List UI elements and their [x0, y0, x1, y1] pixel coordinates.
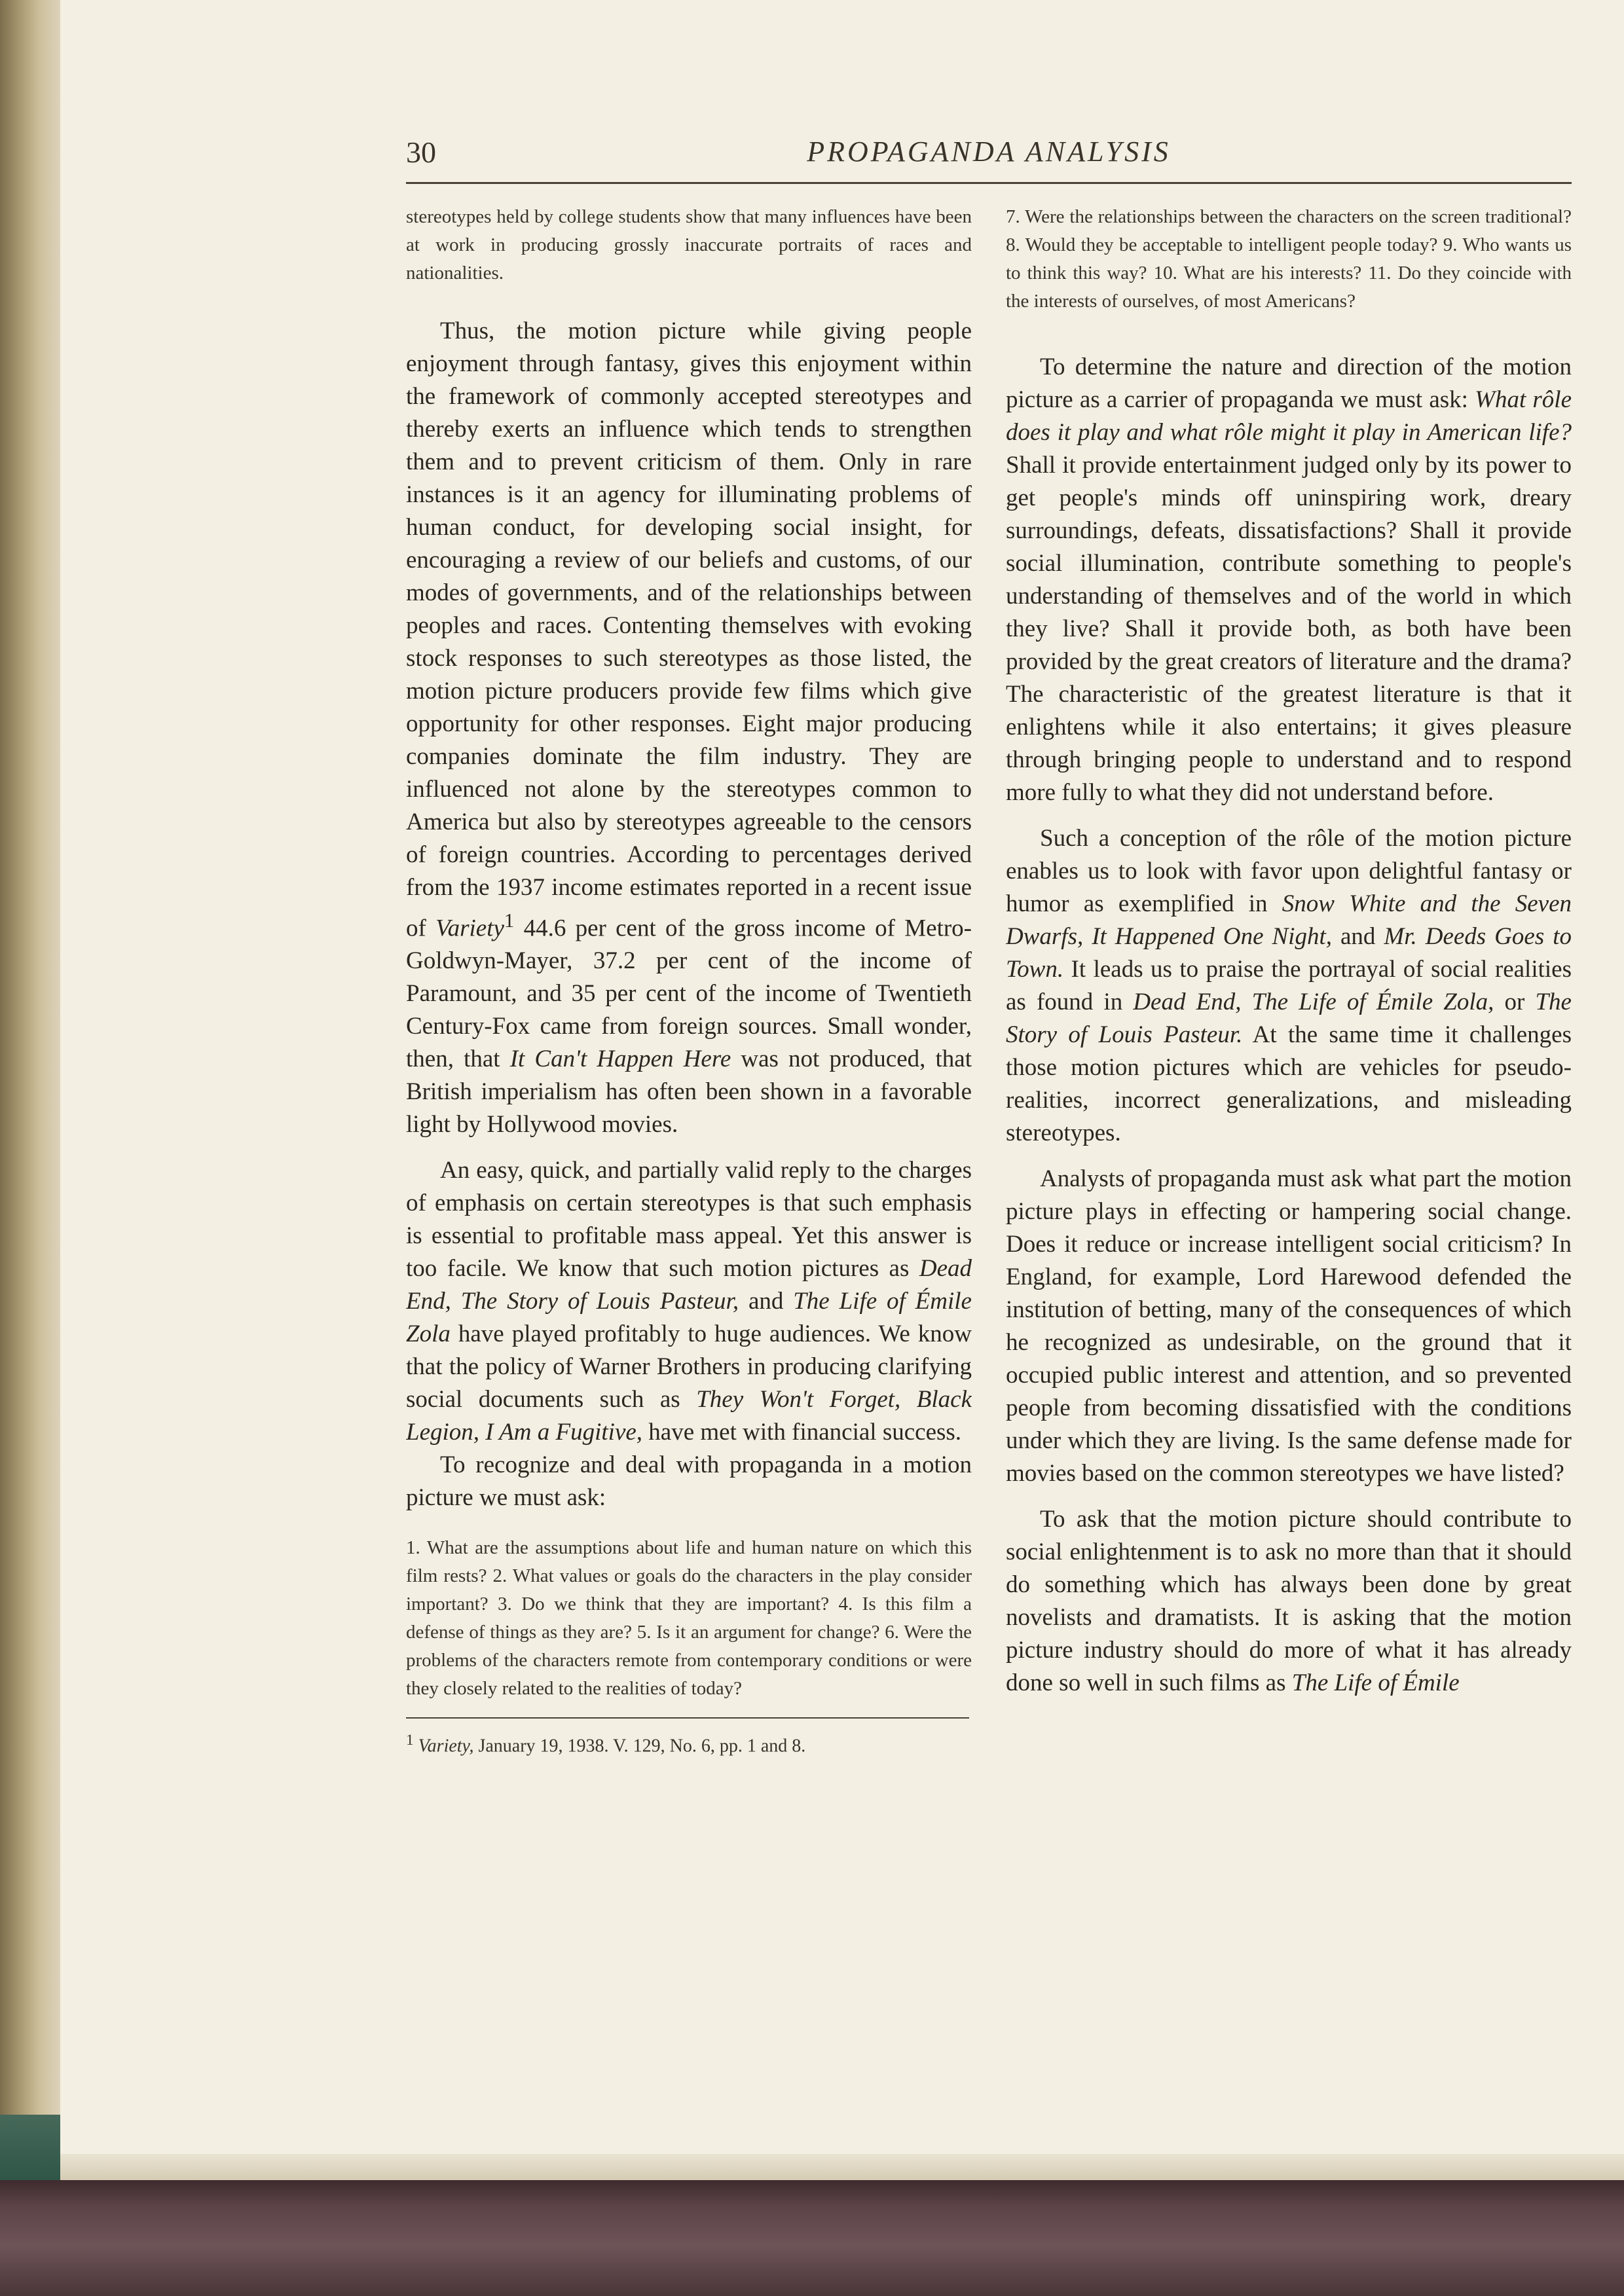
paragraph-social-change: Analysts of propaganda must ask what part the motion picture plays in effecting or hampering social change. Does it reduce or increase intelligent social criticism? In England, for example, Lord Harewood defended the institution of betting, many of the consequences of which he recognized as undesirable, on the ground that it occupied public interest and attention, and so prevented people from becoming dissatisfied with the conditions under which they are living. Is the same defense made for movies based on the common stereotypes we have listed?	[1006, 1165, 1572, 1487]
page-number: 30	[406, 136, 436, 169]
book-spine	[0, 0, 60, 2180]
text-run: To determine the nature and direction of the motion picture as a carrier of propaganda we must ask:	[1006, 354, 1572, 413]
background-surface	[0, 2180, 1624, 2296]
paragraph-social-enlightenment	[1006, 1503, 1572, 1700]
italic-question: What rôle does it play and what rôle might it play in American life?	[1006, 386, 1572, 446]
intro-paragraph: stereotypes held by college students show that many influences have been at work in producing grossly inaccurate portraits of races and nationalities.	[406, 206, 972, 283]
italic-title: The Story of Louis Pasteur.	[1006, 989, 1572, 1048]
text-run: January 19, 1938. V. 129, No. 6, pp. 1 and 8.	[473, 1736, 806, 1757]
paragraph-motion-picture-stereotypes	[406, 315, 972, 1141]
text-run: Shall it provide entertainment judged only by its power to get people's minds off uninspiring work, dreary surroundings, defeats, dissatisfactions? Shall it provide social illumination, contribute something to people's understanding of themselves and of the world in which they live? Shall it provide both, as both have been provided by the great creators of literature and the drama? The characteristic of the greatest literature is that it enlightens while it also entertains; it gives pleasure through bringing people to understand and to respond more fully to what they did not understand before.	[1006, 452, 1572, 806]
italic-title: It Can't Happen Here	[509, 1046, 731, 1073]
text-run: 44.6 per cent of the gross income of Metro-Goldwyn-Mayer, 37.2 per cent of the income of Paramount, and 35 per cent of the income of Twentieth Century-Fox came from foreign sources. Small wonder, then, that	[406, 915, 972, 1073]
text-run: have played profitably to huge audiences. We know that the policy of Warner Brothers in producing clarifying social documents such as	[406, 1321, 972, 1413]
left-column	[406, 203, 972, 2075]
italic-title: Dead End, The Story of Louis Pasteur,	[406, 1255, 972, 1315]
paragraph-recognize-propaganda: To recognize and deal with propaganda in a motion picture we must ask:	[406, 1451, 972, 1512]
text-run: was not produced, that British imperialism has often been shown in a favorable light by Hollywood movies.	[406, 1046, 972, 1139]
paragraph-role-of-motion-picture	[1006, 351, 1572, 809]
italic-title: Snow White and the Seven Dwarfs, It Happened One Night,	[1006, 890, 1572, 950]
italic-title: The Life of Émile Zola	[406, 1288, 972, 1348]
text-run: To ask that the motion picture should contribute to social enlightenment is to ask no more than that it should do something which has always been done by great novelists and dramatists. It is asking that the motion picture industry should do more of what it has already done so well in such films as	[1006, 1506, 1572, 1696]
questions-list-continued: 7. Were the relationships between the characters on the screen traditional? 8. Would they be acceptable to intelligent people today? 9. Who wants us to think this way? 10. What are his interests? 11. Do they coincide with the interests of ourselves, of most Americans?	[1006, 206, 1572, 312]
text-run: and	[1331, 923, 1384, 950]
paragraph-mass-appeal	[406, 1154, 972, 1449]
text-run: At the same time it challenges those motion pictures which are vehicles for pseudo-realities, incorrect generalizations, and misleading stereotypes.	[1006, 1021, 1572, 1146]
header-rule	[406, 182, 1572, 184]
text-run: have met with financial success.	[642, 1419, 962, 1446]
book-binding-cloth	[0, 2115, 60, 2180]
right-column	[1006, 203, 1572, 2075]
paragraph-conception	[1006, 822, 1572, 1150]
running-title: PROPAGANDA ANALYSIS	[807, 136, 1171, 168]
italic-title: Variety,	[418, 1736, 474, 1757]
questions-list: 1. What are the assumptions about life and human nature on which this film rests? 2. What values or goals do the characters in the play consider important? 3. Do we think that they are important? 4. Is this film a defense of things as they are? 5. Is it an argument for change? 6. Were the problems of the characters remote from contemporary conditions or were they closely related to the realities of today?	[406, 1537, 972, 1700]
footnote-marker: 1	[406, 1732, 414, 1749]
text-run: Thus, the motion picture while giving people enjoyment through fantasy, gives this enjoyment within the framework of commonly accepted stereotypes and thereby exerts an influence which tends to strengthen them and to prevent criticism of them. Only in rare instances is it an agency for illuminating problems of human conduct, for developing social insight, for encouraging a review of our beliefs and customs, of our modes of governments, and of the relationships between peoples and races. Contenting themselves with evoking stock responses to such stereotypes as those listed, the motion picture producers provide few films which give opportunity for other responses. Eight major producing companies dominate the film industry. They are influenced not alone by the stereotypes common to America but also by stereotypes agreeable to the censors of foreign countries. According to percentages derived from the 1937 income estimates reported in a recent issue of	[406, 318, 972, 942]
text-run: An easy, quick, and partially valid reply to the charges of emphasis on certain stereotypes is that such emphasis is essential to profitable mass appeal. Yet this answer is too facile. We know that such motion pictures as	[406, 1157, 972, 1283]
page-bottom-edge	[60, 2154, 1624, 2180]
text-run: Such a conception of the rôle of the motion picture enables us to look with favor upon delightful fantasy or humor as exemplified in	[1006, 825, 1572, 917]
footnote-marker: 1	[504, 909, 515, 932]
page-header	[406, 135, 1572, 187]
italic-title: They Won't Forget, Black Legion, I Am a Fugitive,	[406, 1386, 972, 1446]
italic-title: Variety	[435, 915, 504, 942]
footnote	[406, 1728, 972, 1758]
italic-title: Mr. Deeds Goes to Town.	[1006, 923, 1572, 983]
italic-title: Dead End, The Life of Émile Zola,	[1133, 989, 1494, 1015]
italic-title: The Life of Émile	[1291, 1669, 1460, 1696]
footnote-rule	[406, 1717, 969, 1719]
text-run: or	[1494, 989, 1536, 1015]
text-run: It leads us to praise the portrayal of social realities as found in	[1006, 956, 1572, 1015]
text-run: and	[739, 1288, 794, 1315]
